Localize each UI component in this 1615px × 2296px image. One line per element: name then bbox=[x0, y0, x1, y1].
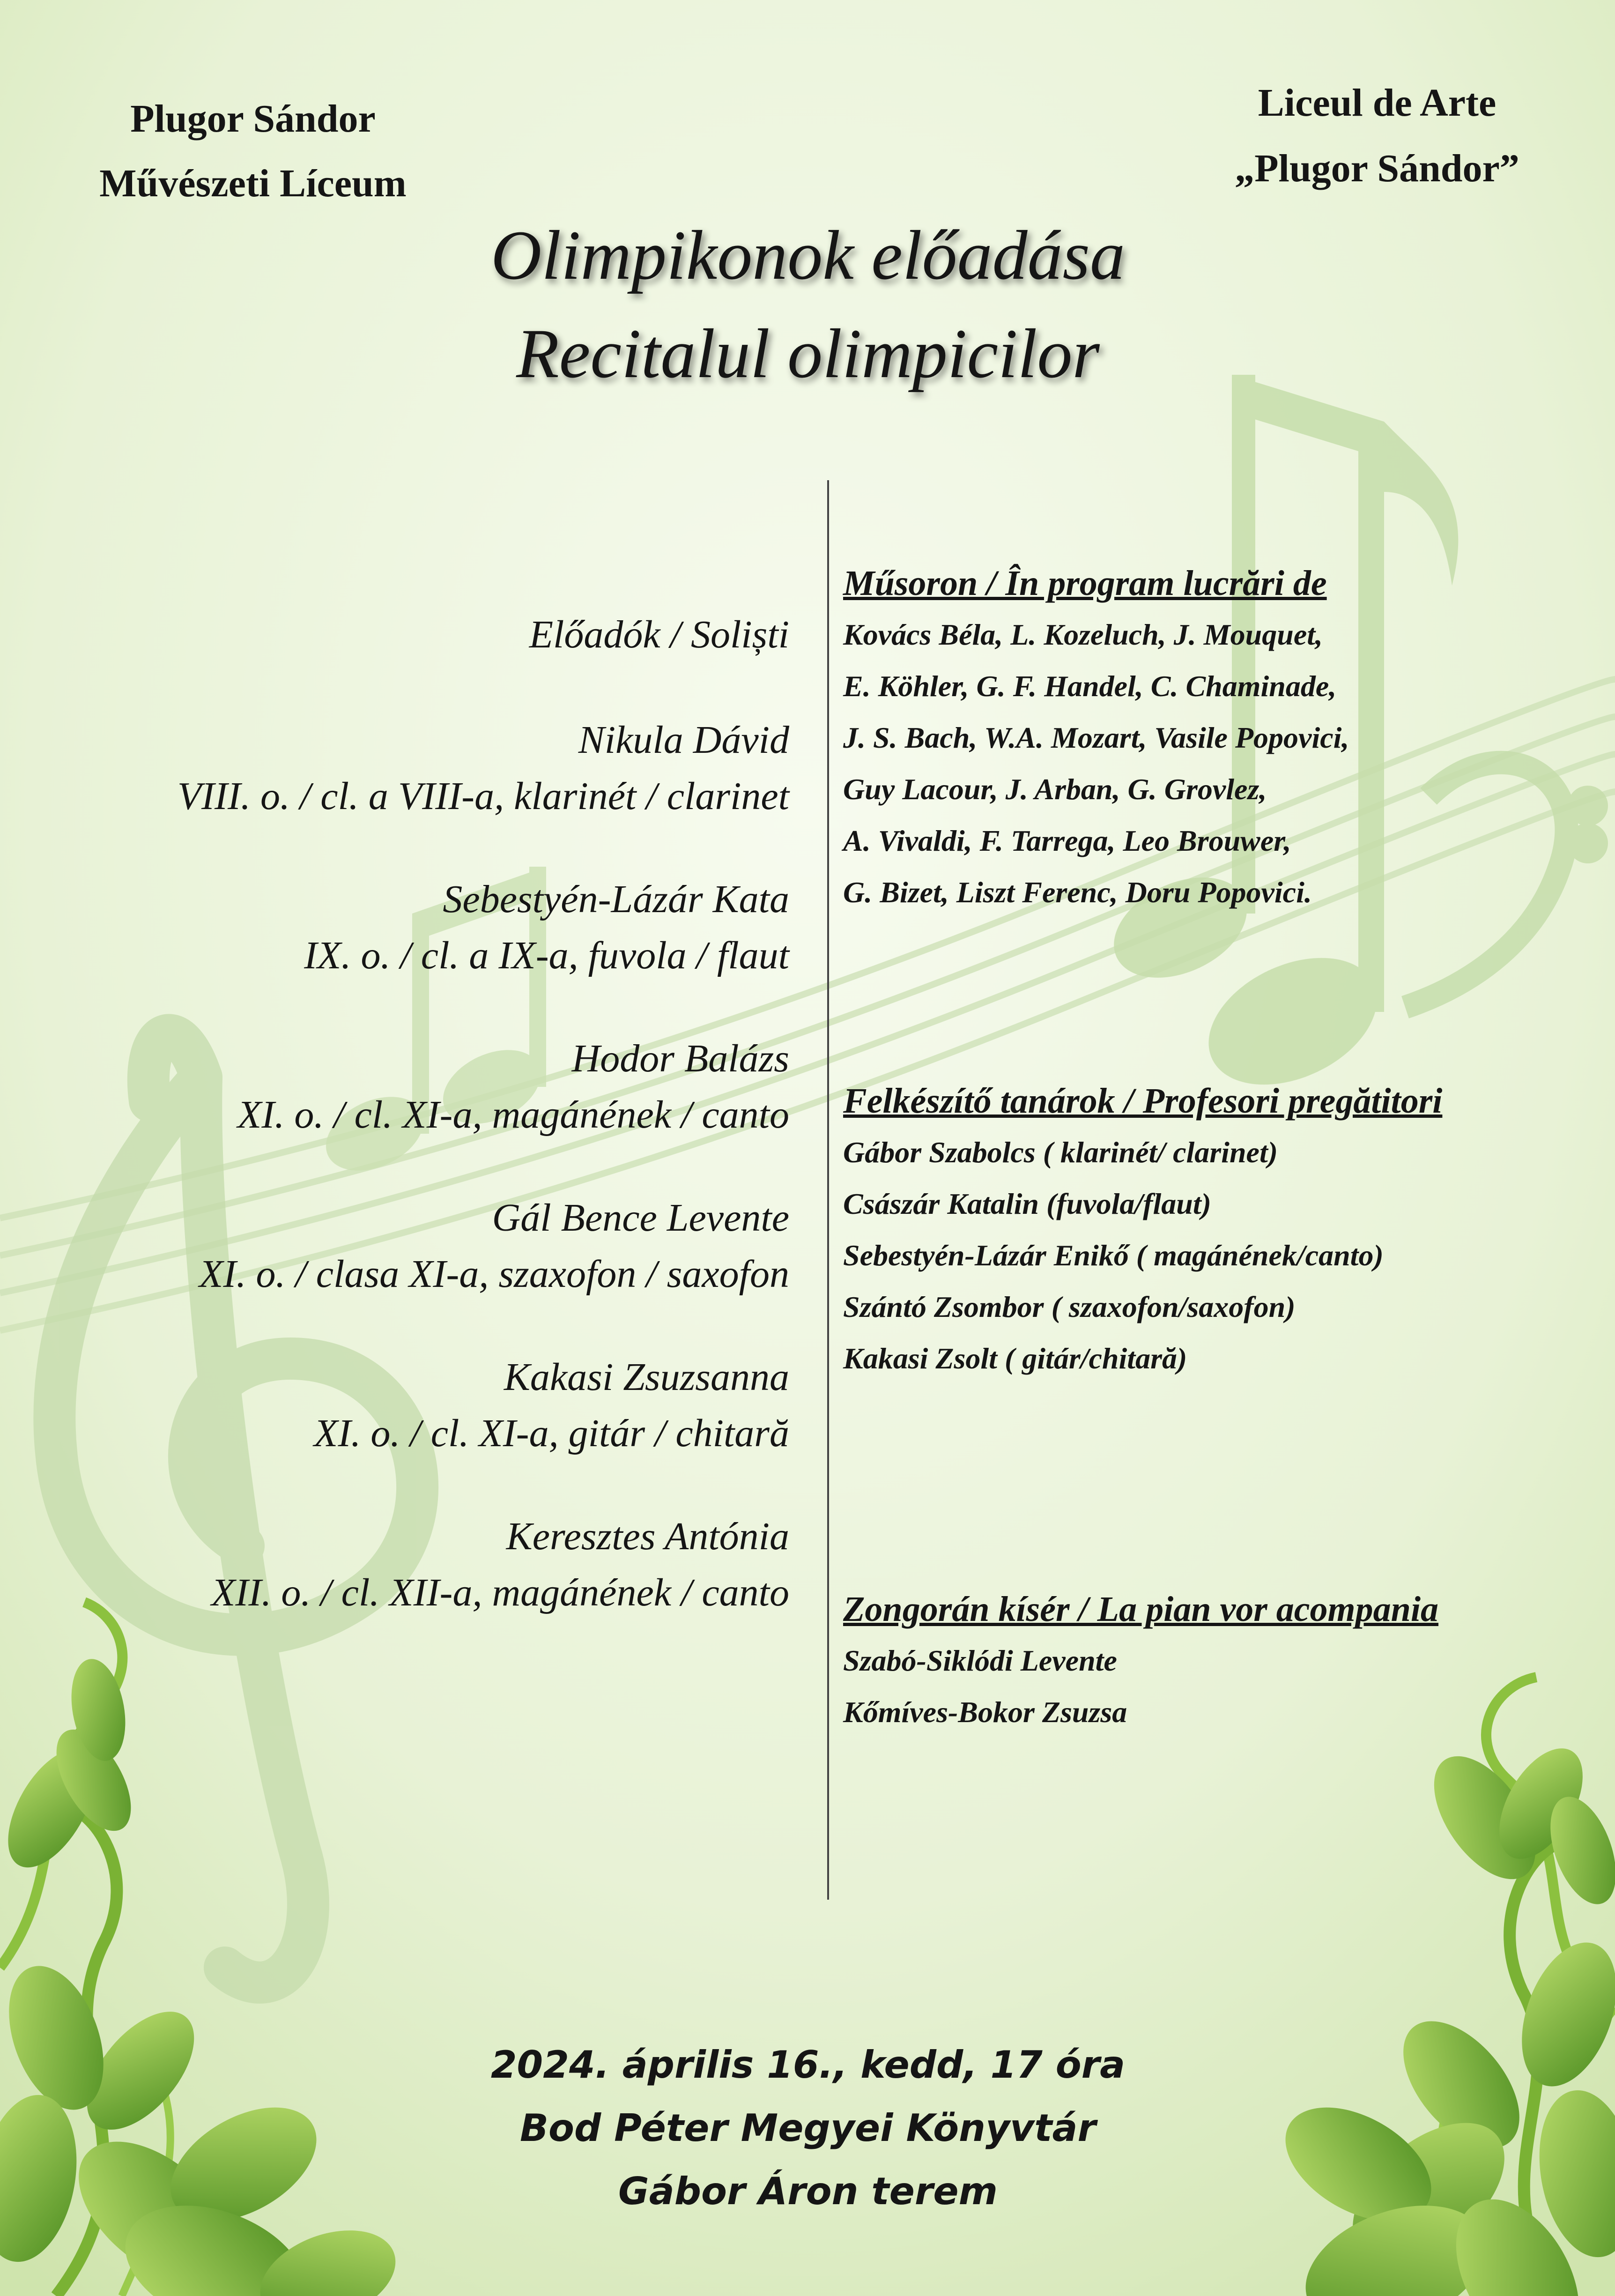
school-name-romanian bbox=[1148, 70, 1607, 201]
performer-details: VIII. o. / cl. a VIII-a, klarinét / clarinet bbox=[177, 774, 789, 818]
program-line: Guy Lacour, J. Arban, G. Grovlez, bbox=[843, 773, 1267, 806]
performer-entry bbox=[28, 712, 789, 825]
performer-name: Kakasi Zsuzsanna bbox=[504, 1355, 789, 1399]
teacher-line: Császár Katalin (fuvola/flaut) bbox=[843, 1187, 1211, 1220]
performer-name: Keresztes Antónia bbox=[506, 1515, 789, 1558]
event-venue: Bod Péter Megyei Könyvtár bbox=[520, 2106, 1096, 2150]
event-title-romanian: Recitalul olimpicilor bbox=[516, 315, 1100, 393]
performer-entry bbox=[28, 1349, 789, 1462]
column-divider bbox=[827, 480, 829, 1900]
performer-details: XI. o. / clasa XI-a, szaxofon / saxofon bbox=[199, 1252, 789, 1296]
teacher-line: Szántó Zsombor ( szaxofon/saxofon) bbox=[843, 1290, 1296, 1323]
pianist-line: Kőmíves-Bokor Zsuzsa bbox=[843, 1695, 1127, 1729]
event-room: Gábor Áron terem bbox=[618, 2170, 998, 2213]
teachers-heading: Felkészítő tanárok / Profesori pregătitori bbox=[843, 1081, 1443, 1121]
program-section bbox=[843, 557, 1593, 918]
performers-section bbox=[28, 604, 789, 1621]
performer-name: Nikula Dávid bbox=[578, 718, 789, 762]
teacher-line: Sebestyén-Lázár Enikő ( magánének/canto) bbox=[843, 1239, 1384, 1272]
performer-name: Hodor Balázs bbox=[571, 1037, 789, 1080]
performer-details: XI. o. / cl. XI-a, gitár / chitară bbox=[314, 1412, 789, 1455]
performer-details: XI. o. / cl. XI-a, magánének / canto bbox=[237, 1093, 789, 1137]
school-name-ro-line1: Liceul de Arte bbox=[1258, 81, 1496, 125]
pianist-line: Szabó-Siklódi Levente bbox=[843, 1644, 1117, 1677]
school-name-ro-line2: „Plugor Sándor” bbox=[1235, 147, 1519, 190]
piano-section bbox=[843, 1583, 1593, 1738]
performer-details: XII. o. / cl. XII-a, magánének / canto bbox=[211, 1571, 789, 1614]
teacher-line: Kakasi Zsolt ( gitár/chitară) bbox=[843, 1342, 1187, 1375]
program-line: J. S. Bach, W.A. Mozart, Vasile Popovici, bbox=[843, 721, 1349, 754]
program-line: G. Bizet, Liszt Ferenc, Doru Popovici. bbox=[843, 876, 1312, 909]
event-date: 2024. április 16., kedd, 17 óra bbox=[490, 2043, 1126, 2087]
performers-heading: Előadók / Soliști bbox=[529, 613, 789, 656]
school-name-hungarian bbox=[47, 87, 459, 216]
school-name-line1: Plugor Sándor bbox=[130, 97, 376, 141]
performer-entry bbox=[28, 871, 789, 984]
program-line: Kovács Béla, L. Kozeluch, J. Mouquet, bbox=[843, 618, 1323, 651]
teachers-section bbox=[843, 1075, 1593, 1384]
school-name-line2: Művészeti Líceum bbox=[99, 162, 407, 205]
performer-name: Gál Bence Levente bbox=[492, 1196, 789, 1240]
event-title-hungarian: Olimpikonok előadása bbox=[491, 216, 1125, 294]
performer-entry bbox=[28, 1031, 789, 1143]
event-details bbox=[328, 2033, 1288, 2223]
performer-details: IX. o. / cl. a IX-a, fuvola / flaut bbox=[304, 934, 789, 977]
performer-entry bbox=[28, 1190, 789, 1302]
program-heading: Műsoron / În program lucrări de bbox=[843, 564, 1327, 603]
performer-name: Sebestyén-Lázár Kata bbox=[443, 877, 789, 921]
program-line: E. Köhler, G. F. Handel, C. Chaminade, bbox=[843, 669, 1337, 703]
performer-entry bbox=[28, 1508, 789, 1621]
piano-heading: Zongorán kísér / La pian vor acompania bbox=[843, 1590, 1438, 1629]
teacher-line: Gábor Szabolcs ( klarinét/ clarinet) bbox=[843, 1136, 1278, 1169]
program-line: A. Vivaldi, F. Tarrega, Leo Brouwer, bbox=[843, 824, 1291, 857]
event-title bbox=[328, 206, 1288, 403]
